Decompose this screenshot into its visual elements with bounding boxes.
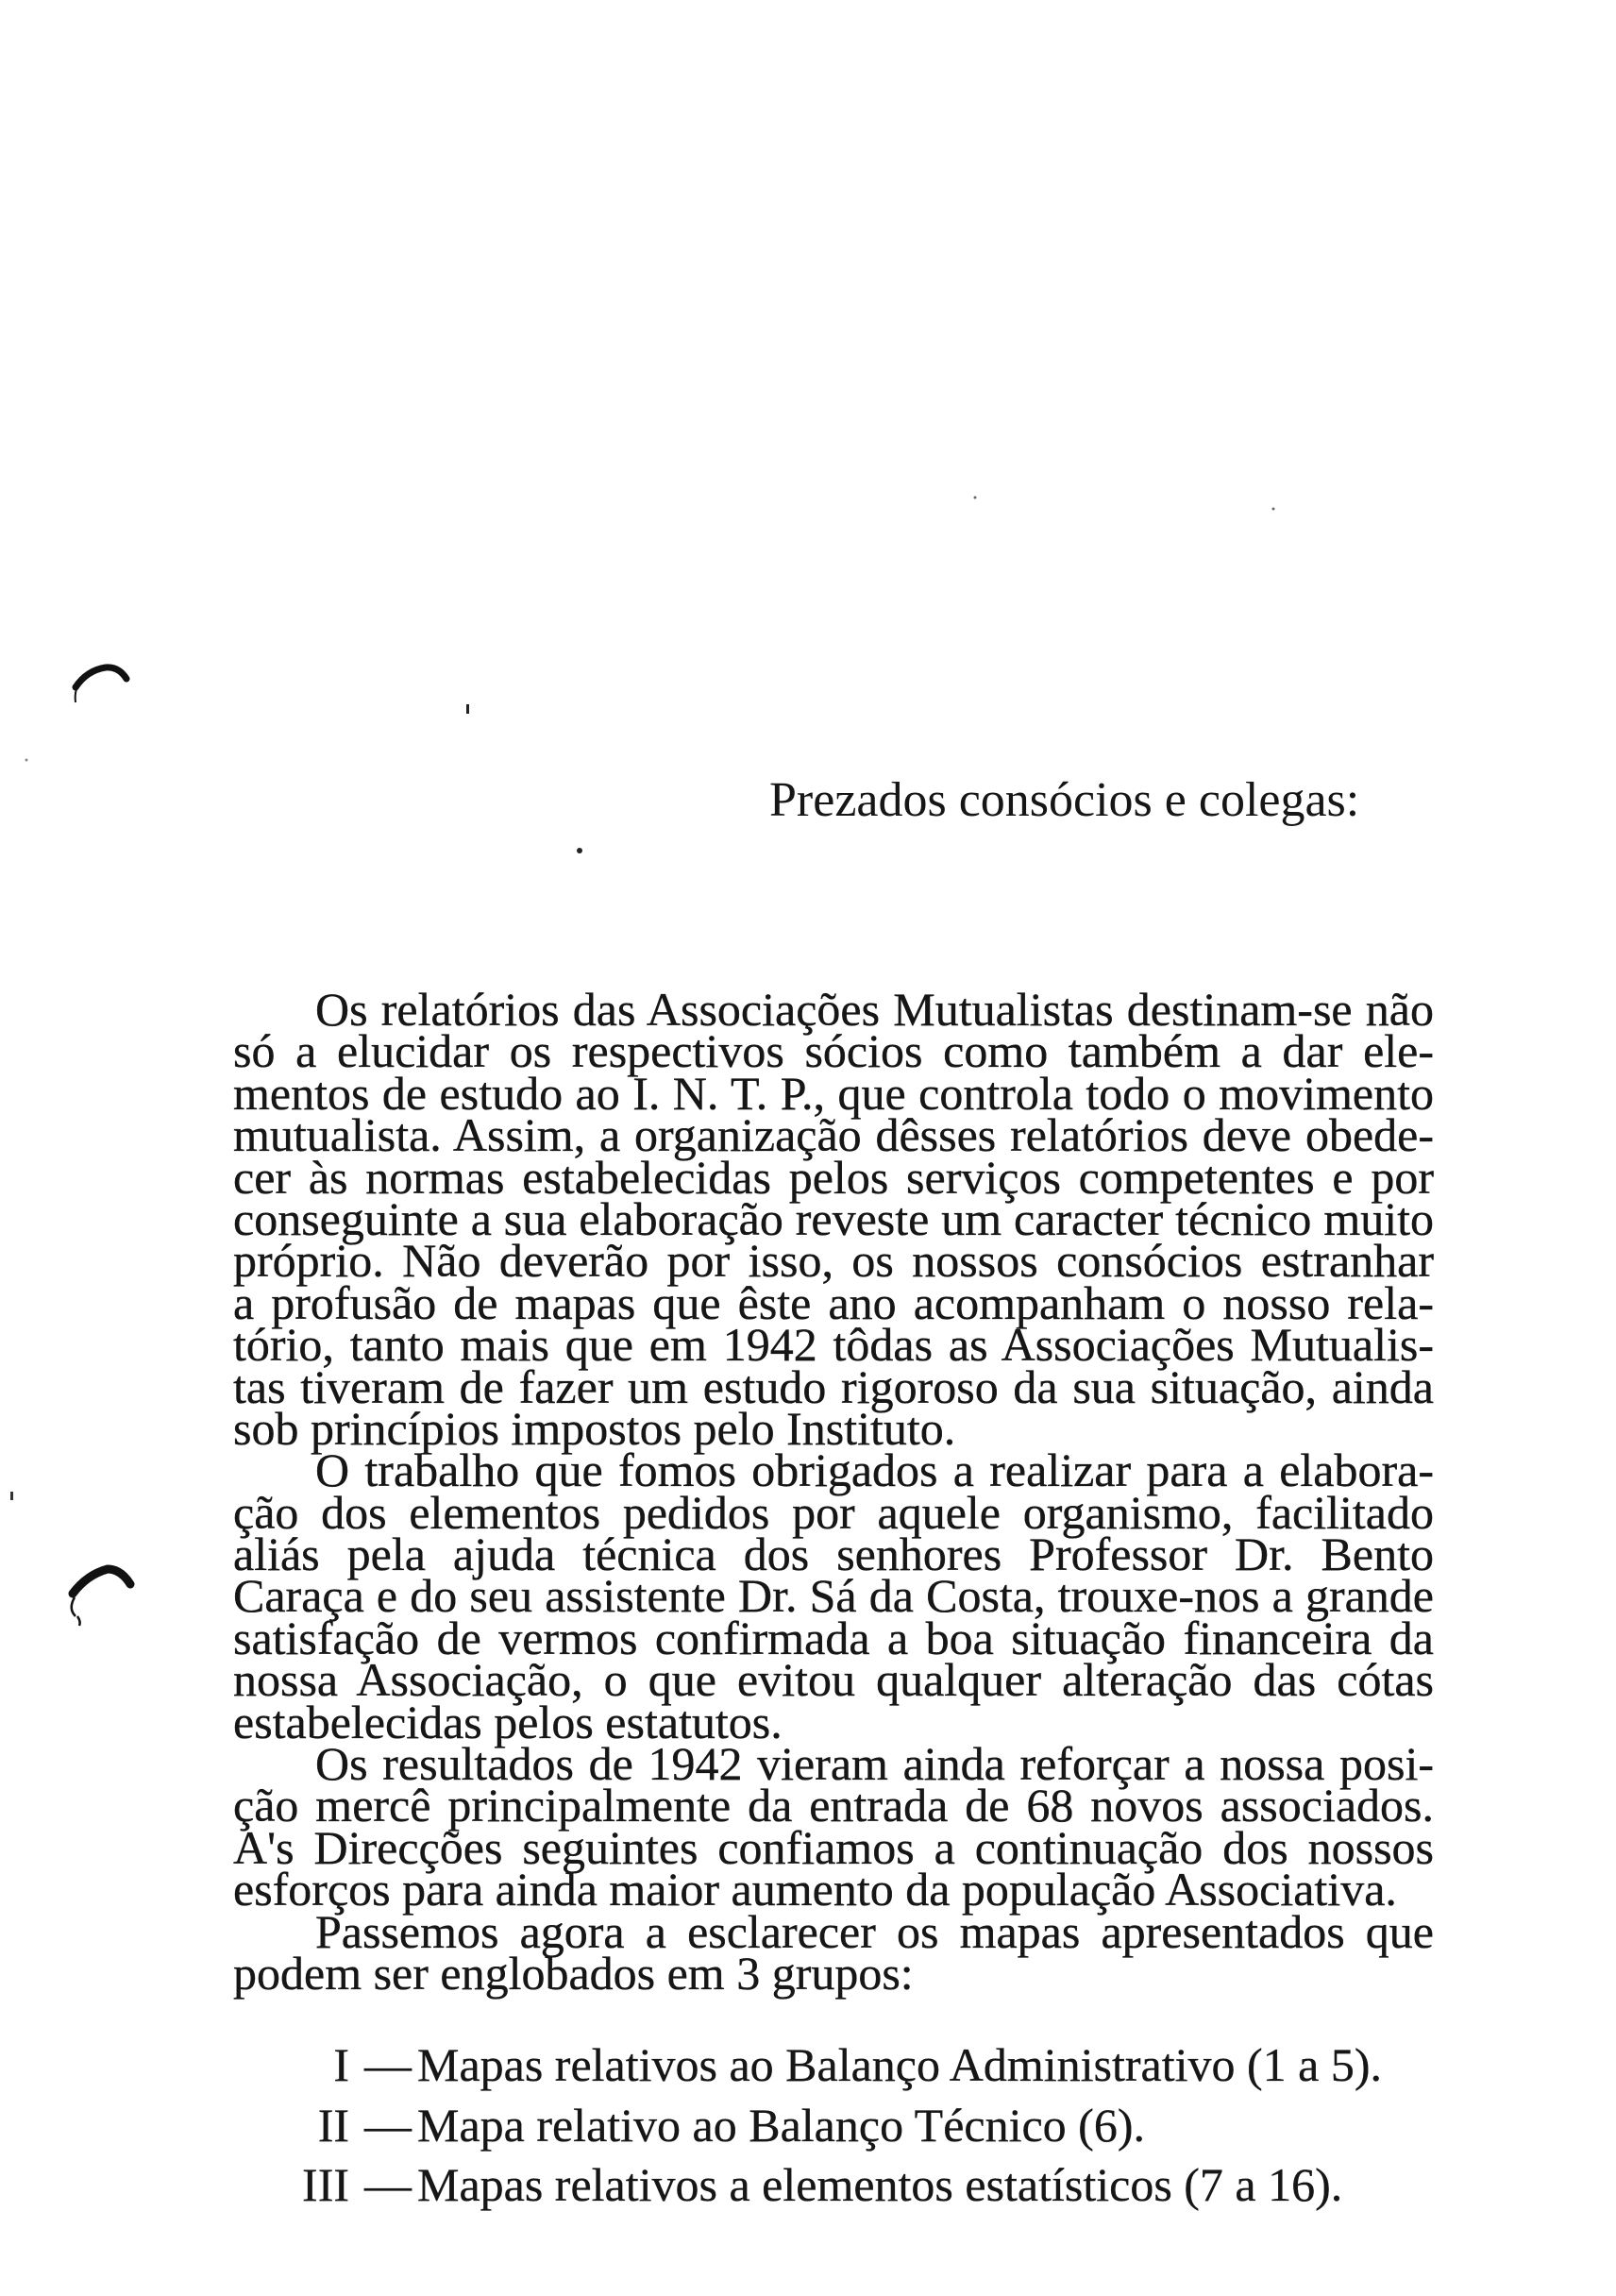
- roman-numeral: II: [317, 2098, 349, 2152]
- text-line: Passemos agora a esclarecer os mapas apresentados que: [315, 1904, 1434, 1958]
- scan-mark: [466, 704, 469, 714]
- paragraph: [233, 983, 1434, 1455]
- scan-mark: [72, 1597, 80, 1626]
- scan-mark: [974, 497, 977, 499]
- paragraph: [233, 1904, 1434, 2000]
- roman-numeral: I: [333, 2038, 349, 2091]
- text-line: cer às normas estabelecidas pelos serviços competentes e por: [233, 1150, 1434, 1204]
- text-line: Os relatórios das Associações Mutualistas destinam-se não: [315, 983, 1434, 1036]
- text-line: ção mercê principalmente da entrada de 68 novos associados.: [233, 1779, 1434, 1832]
- text-line: satisfação de vermos confirmada a boa situação financeira da: [233, 1611, 1434, 1664]
- scan-mark: [1272, 508, 1275, 511]
- scan-mark: [76, 667, 126, 687]
- salutation: Prezados consócios e colegas:: [769, 773, 1360, 827]
- text-line: próprio. Não deverão por isso, os nossos consócios estranhar: [233, 1234, 1434, 1288]
- scan-mark: [25, 759, 28, 762]
- roman-numeral: III: [302, 2158, 349, 2211]
- text-line: a profusão de mapas que êste ano acompanham o nosso rela-: [233, 1275, 1434, 1329]
- text-line: nossa Associação, o que evitou qualquer alteração das cótas: [233, 1653, 1434, 1707]
- scan-mark: [10, 1492, 13, 1500]
- text-line: mutualista. Assim, a organização dêsses relatórios deve obede-: [233, 1108, 1434, 1162]
- body-text: [233, 983, 1434, 2000]
- em-dash: —: [364, 2098, 412, 2152]
- text-line: esforços para ainda maior aumento da população Associativa.: [233, 1863, 1397, 1916]
- text-line: Os resultados de 1942 vieram ainda reforçar a nossa posi-: [315, 1737, 1434, 1791]
- em-dash: —: [364, 2038, 412, 2091]
- map-group-label: Mapas relativos a elementos estatísticos (7 a 16).: [417, 2158, 1343, 2211]
- text-line: mentos de estudo ao I. N. T. P., que controla todo o movimento: [233, 1066, 1434, 1120]
- map-group-item: [255, 2096, 1382, 2156]
- text-line: estabelecidas pelos estatutos.: [233, 1695, 783, 1748]
- text-line: só a elucidar os respectivos sócios como também a dar ele-: [233, 1024, 1434, 1078]
- paragraph: [233, 1737, 1434, 1916]
- map-group-label: Mapa relativo ao Balanço Técnico (6).: [417, 2098, 1145, 2152]
- text-line: O trabalho que fomos obrigados a realizar para a elabora-: [315, 1443, 1434, 1497]
- em-dash: —: [364, 2158, 412, 2211]
- map-group-label: Mapas relativos ao Balanço Administrativo (1 a 5).: [417, 2038, 1382, 2091]
- scan-mark: [577, 848, 582, 853]
- text-line: aliás pela ajuda técnica dos senhores Professor Dr. Bento: [233, 1528, 1434, 1581]
- text-line: A's Direcções seguintes confiamos a continuação dos nossos: [233, 1820, 1434, 1874]
- text-line: Caraça e do seu assistente Dr. Sá da Costa, trouxe-nos a grande: [233, 1569, 1434, 1623]
- text-line: sob princípios impostos pelo Instituto.: [233, 1401, 956, 1455]
- paragraph: [233, 1443, 1434, 1748]
- text-line: podem ser englobados em 3 grupos:: [233, 1946, 914, 2000]
- map-groups-list: [255, 2035, 1382, 2216]
- text-line: ção dos elementos pedidos por aquele organismo, facilitado: [233, 1485, 1434, 1539]
- scan-mark: [73, 1569, 130, 1594]
- text-line: conseguinte a sua elaboração reveste um caracter técnico muito: [233, 1191, 1434, 1245]
- map-group-item: [255, 2155, 1382, 2216]
- text-line: tas tiveram de fazer um estudo rigoroso da sua situação, ainda: [233, 1359, 1434, 1413]
- map-group-item: [255, 2035, 1382, 2096]
- text-line: tório, tanto mais que em 1942 tôdas as Associações Mutualis-: [233, 1318, 1434, 1372]
